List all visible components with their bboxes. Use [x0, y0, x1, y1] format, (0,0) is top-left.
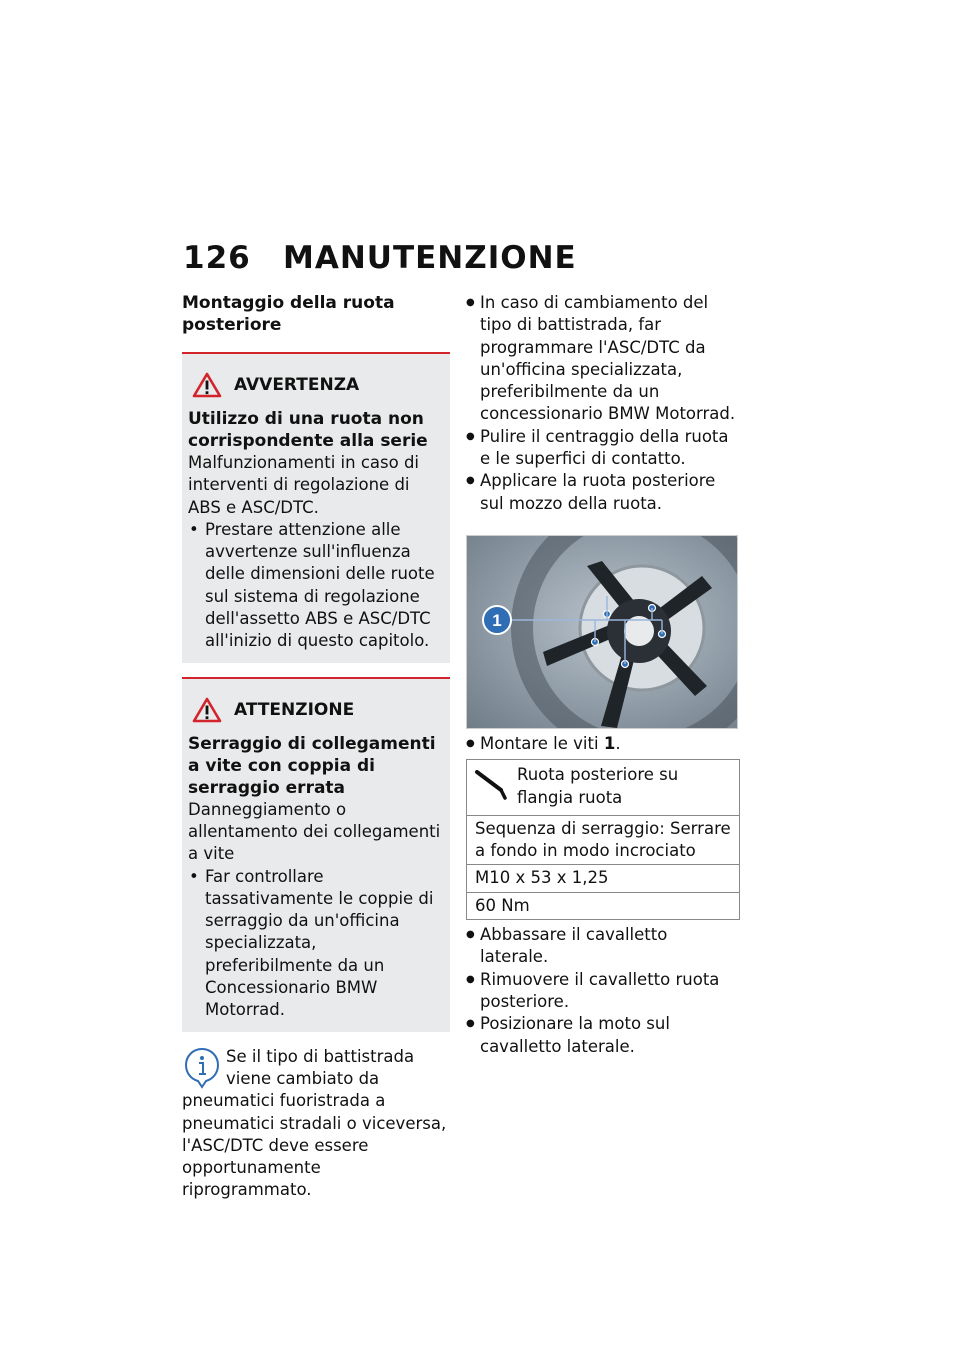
section-title: Montaggio della ruota posteriore [182, 293, 395, 335]
list-item [466, 733, 738, 755]
warning-triangle-icon [192, 697, 222, 723]
warning-triangle-icon [192, 372, 222, 398]
info-note [182, 1046, 450, 1202]
warning-label: AVVERTENZA [234, 375, 360, 395]
steps-mount [466, 733, 738, 755]
spec-header [467, 760, 739, 815]
page-number: 126 [183, 240, 251, 276]
caution-bullets [188, 866, 444, 1022]
chapter-title: MANUTENZIONE [283, 240, 577, 276]
torque-spec-table [466, 759, 740, 920]
list-item: • Prestare attenzione alle avvertenze sull'influenza delle dimensioni delle ruote sul sistema di regolazione dell'assetto ABS e ASC/DTC all'inizio di questo capitolo. [188, 519, 444, 653]
spec-torque: 60 Nm [467, 892, 739, 919]
list-item: ● Posizionare la moto sul cavalletto laterale. [466, 1013, 738, 1058]
caution-subtitle: Serraggio di collegamenti a vite con coppia di serraggio errata [188, 733, 436, 798]
right-column [466, 292, 738, 1058]
step-mount-ref: 1 [603, 733, 616, 753]
wheel-hub-figure [466, 535, 738, 729]
info-text: Se il tipo di battistrada viene cambiato da pneumatici fuoristrada a pneumatici stradali o viceversa, l'ASC/DTC deve essere opportunamente riprogrammato. [182, 1046, 447, 1200]
list-item: ● In caso di cambiamento del tipo di battistrada, far programmare l'ASC/DTC da un'officina specializzata, preferibilmente da un concessionario BMW Motorrad. [466, 292, 738, 426]
spec-sequence: Sequenza di serraggio: Serrare a fondo in modo incrociato [467, 815, 739, 865]
warning-box [182, 352, 450, 663]
steps-after [466, 924, 738, 1058]
caution-text: Danneggiamento o allentamento dei collegamenti a vite [188, 799, 441, 864]
list-item: ● Applicare la ruota posteriore sul mozzo della ruota. [466, 470, 738, 515]
warning-header [192, 372, 444, 398]
callout-number: 1 [492, 610, 502, 630]
warning-text: Malfunzionamenti in caso di interventi di regolazione di ABS e ASC/DTC. [188, 453, 420, 517]
spec-size: M10 x 53 x 1,25 [467, 864, 739, 891]
step-mount-text: Montare le viti [480, 733, 604, 753]
caution-box [182, 677, 450, 1032]
list-item: ● Rimuovere il cavalletto ruota posteriore. [466, 969, 738, 1014]
list-item: ● Pulire il centraggio della ruota e le superfici di contatto. [466, 426, 738, 471]
warning-bullets [188, 519, 444, 653]
caution-header [192, 697, 444, 723]
list-item: ● Abbassare il cavalletto laterale. [466, 924, 738, 969]
left-column [182, 292, 450, 1202]
warning-subtitle: Utilizzo di una ruota non corrispondente alla serie [188, 409, 428, 451]
spec-title: Ruota posteriore su flangia ruota [517, 765, 679, 807]
list-item: • Far controllare tassativamente le coppie di serraggio da un'officina specializzata, preferibilmente da un Concessionario BMW Motorrad. [188, 866, 444, 1022]
step-mount-end: . [615, 733, 621, 753]
torque-wrench-icon [471, 764, 511, 804]
steps-before [466, 292, 738, 515]
info-icon [182, 1046, 222, 1090]
caution-label: ATTENZIONE [234, 699, 355, 720]
